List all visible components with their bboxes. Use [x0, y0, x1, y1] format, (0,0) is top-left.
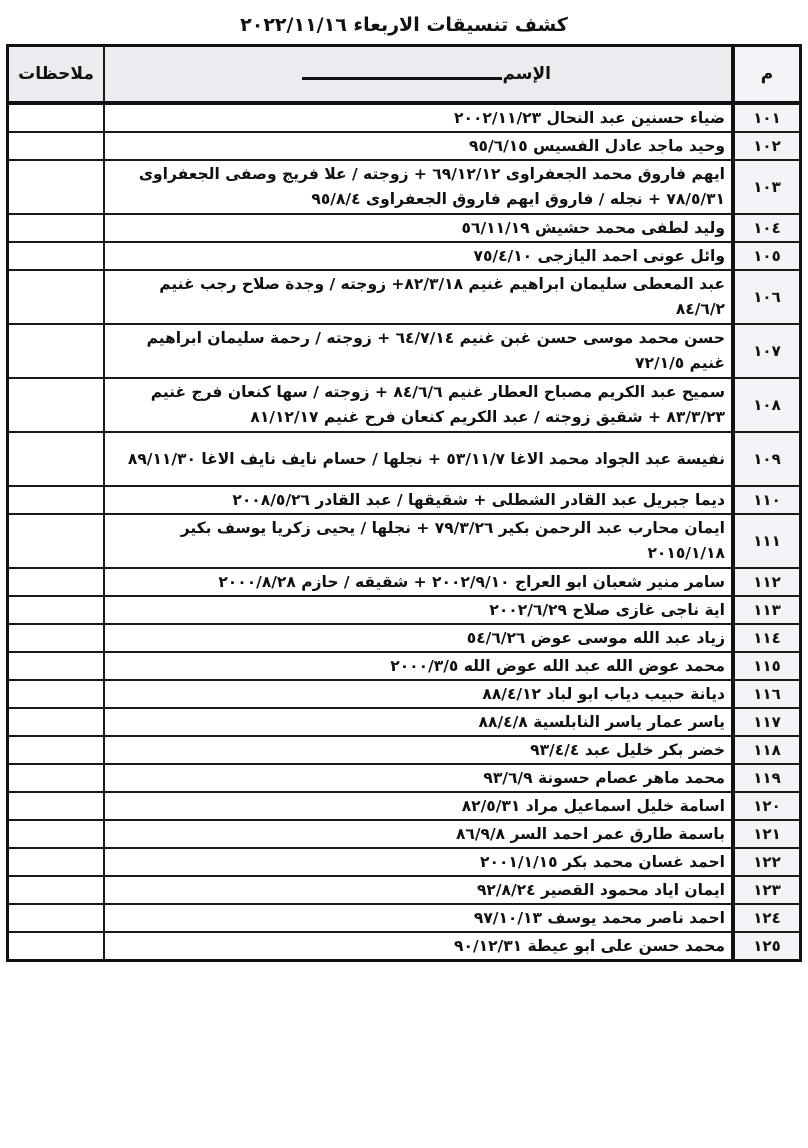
row-number: ١٠٨: [733, 378, 801, 432]
row-number: ١١٢: [733, 568, 801, 596]
row-number: ١٠١: [733, 103, 801, 132]
row-number: ١١٨: [733, 736, 801, 764]
table-row: [8, 904, 801, 932]
row-number: ١١٤: [733, 624, 801, 652]
row-notes: [8, 736, 105, 764]
row-notes: [8, 680, 105, 708]
row-number: ١٠٩: [733, 432, 801, 486]
row-notes: [8, 486, 105, 514]
row-notes: [8, 432, 105, 486]
row-name: ايمان اياد محمود القصير ٩٢/٨/٢٤: [104, 876, 733, 904]
table-row: [8, 432, 801, 486]
table-row: [8, 764, 801, 792]
row-number: ١٢٠: [733, 792, 801, 820]
row-notes: [8, 596, 105, 624]
table-row: [8, 324, 801, 378]
row-name: محمد ماهر عصام حسونة ٩٣/٦/٩: [104, 764, 733, 792]
row-notes: [8, 568, 105, 596]
table-row: [8, 736, 801, 764]
row-name: خضر بكر خليل عبد ٩٣/٤/٤: [104, 736, 733, 764]
row-name: محمد عوض الله عبد الله عوض الله ٢٠٠٠/٣/٥: [104, 652, 733, 680]
row-number: ١١٥: [733, 652, 801, 680]
row-name: نفيسة عبد الجواد محمد الاغا ٥٣/١١/٧ + نجلها / حسام نايف نايف الاغا ٨٩/١١/٣٠: [104, 432, 733, 486]
row-number: ١١٧: [733, 708, 801, 736]
row-notes: [8, 848, 105, 876]
row-name: اسامة خليل اسماعيل مراد ٨٢/٥/٣١: [104, 792, 733, 820]
row-name: ضياء حسنين عبد النحال ٢٠٠٢/١١/٢٣: [104, 103, 733, 132]
row-name: اية ناجى غازى صلاح ٢٠٠٢/٦/٢٩: [104, 596, 733, 624]
row-notes: [8, 514, 105, 568]
table-row: [8, 624, 801, 652]
document-title: كشف تنسيقات الاربعاء ٢٠٢٢/١١/١٦: [240, 14, 568, 36]
row-number: ١١٣: [733, 596, 801, 624]
row-notes: [8, 214, 105, 242]
row-name: ايمان محارب عبد الرحمن بكير ٧٩/٣/٢٦ + نجلها / يحيى زكريا يوسف بكير ٢٠١٥/١/١٨: [104, 514, 733, 568]
row-name: محمد حسن على ابو عيطة ٩٠/١٢/٣١: [104, 932, 733, 961]
row-name: ديانة حبيب دياب ابو لباد ٨٨/٤/١٢: [104, 680, 733, 708]
table-row: [8, 848, 801, 876]
table-row: [8, 708, 801, 736]
row-name: ياسر عمار ياسر النابلسية ٨٨/٤/٨: [104, 708, 733, 736]
column-header-notes: ملاحظات: [8, 46, 105, 104]
table-header-row: [8, 46, 801, 104]
row-notes: [8, 378, 105, 432]
row-notes: [8, 764, 105, 792]
row-name: احمد ناصر محمد يوسف ٩٧/١٠/١٣: [104, 904, 733, 932]
row-notes: [8, 324, 105, 378]
row-number: ١١١: [733, 514, 801, 568]
row-name: حسن محمد موسى حسن غبن غنيم ٦٤/٧/١٤ + زوجته / رحمة سليمان ابراهيم غنيم ٧٢/١/٥: [104, 324, 733, 378]
coordination-sheet: [6, 44, 802, 962]
table-row: [8, 568, 801, 596]
row-number: ١٢١: [733, 820, 801, 848]
row-name: سامر منير شعبان ابو العراج ٢٠٠٢/٩/١٠ + شقيقه / حازم ٢٠٠٠/٨/٢٨: [104, 568, 733, 596]
row-name: احمد غسان محمد بكر ٢٠٠١/١/١٥: [104, 848, 733, 876]
table-row: [8, 214, 801, 242]
row-number: ١٢٤: [733, 904, 801, 932]
table-row: [8, 932, 801, 961]
table-body: [8, 103, 801, 961]
row-name: زياد عبد الله موسى عوض ٥٤/٦/٢٦: [104, 624, 733, 652]
table-row: [8, 270, 801, 324]
table-row: [8, 514, 801, 568]
table-row: [8, 876, 801, 904]
row-name: ايهم فاروق محمد الجعفراوى ٦٩/١٢/١٢ + زوجته / علا فريج وصفى الجعفراوى ٧٨/٥/٣١ + نجله / فاروق ايهم فاروق الجعفراوى ٩٥/٨/٤: [104, 160, 733, 214]
row-name: ديما جبريل عبد القادر الشطلى + شقيقها / عبد القادر ٢٠٠٨/٥/٢٦: [104, 486, 733, 514]
row-notes: [8, 820, 105, 848]
row-notes: [8, 904, 105, 932]
row-number: ١٢٣: [733, 876, 801, 904]
row-name: وحيد ماجد عادل الفسيس ٩٥/٦/١٥: [104, 132, 733, 160]
row-number: ١٢٥: [733, 932, 801, 961]
row-notes: [8, 708, 105, 736]
row-number: ١١٩: [733, 764, 801, 792]
row-notes: [8, 160, 105, 214]
row-notes: [8, 792, 105, 820]
row-notes: [8, 652, 105, 680]
row-name: عبد المعطى سليمان ابراهيم غنيم ٨٢/٣/١٨+ زوجته / وجدة صلاح رجب غنيم ٨٤/٦/٢: [104, 270, 733, 324]
row-name: وليد لطفى محمد حشيش ٥٦/١١/١٩: [104, 214, 733, 242]
table-row: [8, 132, 801, 160]
table-row: [8, 820, 801, 848]
row-notes: [8, 270, 105, 324]
column-header-name-label: الإسم: [502, 64, 551, 84]
row-name: باسمة طارق عمر احمد السر ٨٦/٩/٨: [104, 820, 733, 848]
table-row: [8, 160, 801, 214]
row-number: ١٠٣: [733, 160, 801, 214]
column-header-name: [104, 46, 733, 104]
table-row: [8, 103, 801, 132]
column-header-number: م: [733, 46, 801, 104]
row-notes: [8, 932, 105, 961]
row-notes: [8, 876, 105, 904]
row-notes: [8, 132, 105, 160]
row-number: ١٠٦: [733, 270, 801, 324]
table-row: [8, 792, 801, 820]
row-notes: [8, 242, 105, 270]
table-row: [8, 596, 801, 624]
table-row: [8, 242, 801, 270]
row-number: ١٠٤: [733, 214, 801, 242]
row-name: سميح عبد الكريم مصباح العطار غنيم ٨٤/٦/٦ + زوجته / سها كنعان فرج غنيم ٨٣/٣/٢٣ + شقيق زوجته / عبد الكريم كنعان فرح غنيم ٨١/١٢/١٧: [104, 378, 733, 432]
table-row: [8, 652, 801, 680]
row-notes: [8, 624, 105, 652]
row-name: وائل عونى احمد اليازجى ٧٥/٤/١٠: [104, 242, 733, 270]
table-row: [8, 486, 801, 514]
row-number: ١٠٧: [733, 324, 801, 378]
row-number: ١٢٢: [733, 848, 801, 876]
row-notes: [8, 103, 105, 132]
names-table: [6, 44, 802, 962]
row-number: ١١٠: [733, 486, 801, 514]
table-row: [8, 680, 801, 708]
row-number: ١١٦: [733, 680, 801, 708]
table-row: [8, 378, 801, 432]
row-number: ١٠٥: [733, 242, 801, 270]
row-number: ١٠٢: [733, 132, 801, 160]
